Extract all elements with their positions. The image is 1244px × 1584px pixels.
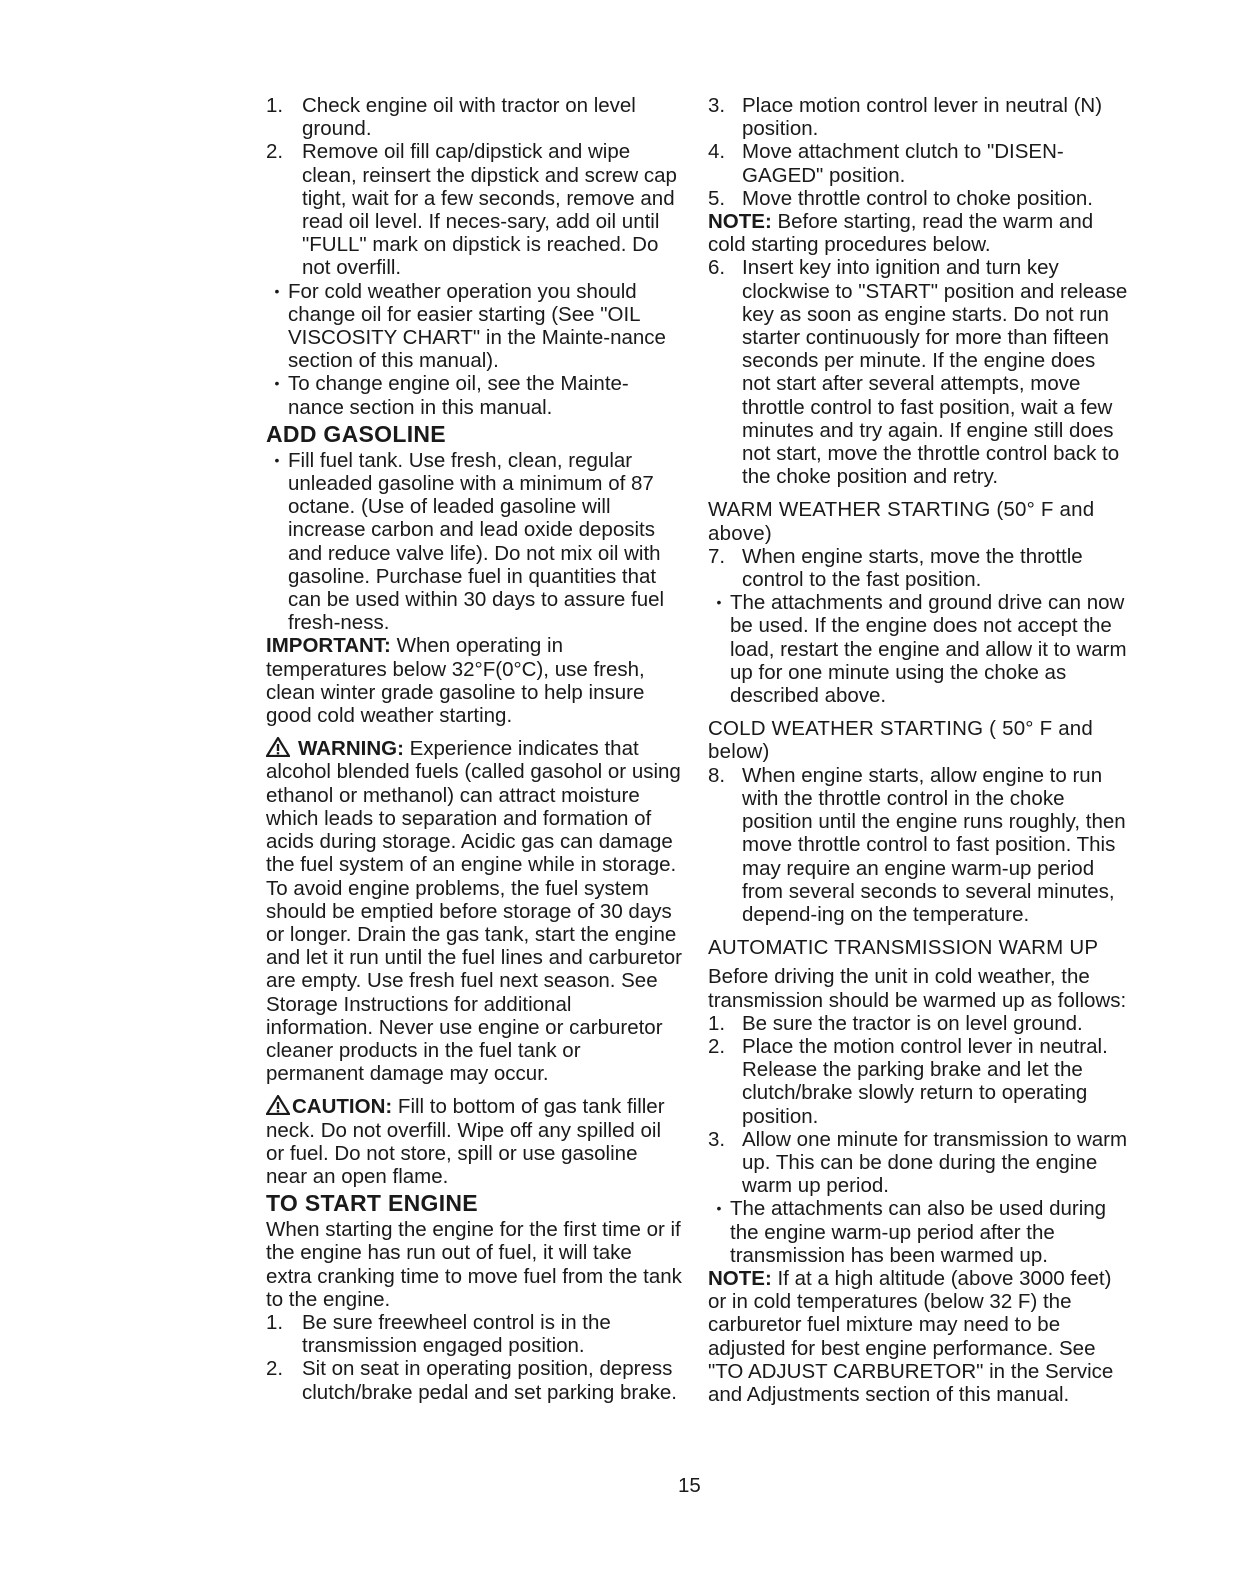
start-intro: When starting the engine for the first time or if the engine has run out of fuel, it will take extra cranking time to move fuel from the tank to the engine. — [266, 1218, 682, 1311]
transmission-step-2 — [708, 1035, 1128, 1128]
step-number: 2. — [708, 1034, 726, 1058]
step-text: Be sure freewheel control is in the transmission engaged position. — [302, 1310, 611, 1358]
add-gasoline-heading: ADD GASOLINE — [266, 420, 446, 447]
bullet-icon: • — [274, 282, 280, 299]
start-step-1 — [266, 1311, 682, 1357]
to-start-engine-heading: TO START ENGINE — [266, 1190, 478, 1217]
step-number: 3. — [708, 94, 726, 117]
fill-fuel-bullet — [266, 449, 682, 635]
step-text: Remove oil fill cap/dipstick and wipe clean, reinsert the dipstick and screw cap tight, wait for a few seconds, remove and read oil level. If neces-sary, add oil until "FULL" mark on dipstick is reached. Do not overfill. — [302, 140, 677, 280]
cold-weather-heading: COLD WEATHER STARTING ( 50° F and below) — [708, 717, 1094, 764]
start-step-8 — [708, 764, 1128, 926]
step-number: 1. — [708, 1011, 726, 1035]
important-note — [266, 634, 682, 727]
bullet-text: For cold weather operation you should change oil for easier starting (See "OIL VISCOSITY CHART" in the Mainte-nance section of this manual). — [288, 279, 666, 373]
step-number: 7. — [708, 544, 726, 568]
note-label: NOTE: — [708, 1266, 772, 1290]
note-altitude — [708, 1267, 1128, 1406]
bullet-icon: • — [274, 451, 280, 468]
note-starting — [708, 210, 1128, 256]
step-text: Insert key into ignition and turn key clockwise to "START" position and release key as soon as engine starts. Do not run starter continuously for more than fifteen seconds per minute. If the engine does not start after several attempts, move throttle control to fast position, wait a few minutes and try again. If engine still does not start, move the throttle control back to the choke position and retry. — [742, 256, 1128, 489]
warning-note — [266, 737, 682, 1085]
warning-label: WARNING: — [298, 737, 404, 761]
step-number: 1. — [266, 1310, 284, 1334]
oil-step-1 — [266, 94, 682, 140]
note-text: Before starting, read the warm and cold starting procedures below. — [708, 210, 1094, 257]
start-step-2 — [266, 1357, 682, 1403]
bullet-icon: • — [716, 1200, 722, 1217]
important-label: IMPORTANT: — [266, 634, 391, 658]
caution-icon — [266, 1095, 290, 1115]
warm-weather-heading: WARM WEATHER STARTING (50° F and above) — [708, 498, 1095, 545]
cold-weather-oil-bullet — [266, 280, 682, 373]
step-text: Be sure the tractor is on level ground. — [742, 1011, 1083, 1035]
step-text: Move attachment clutch to "DISEN-GAGED" position. — [742, 140, 1064, 187]
left-column — [266, 94, 682, 1404]
start-step-6 — [708, 256, 1128, 488]
transmission-bullet — [708, 1197, 1128, 1267]
bullet-text: The attachments and ground drive can now be used. If the engine does not accept the load, restart the engine and allow it to warm up for one minute using the choke as described above. — [730, 591, 1127, 708]
page-number: 15 — [678, 1474, 701, 1497]
start-step-5 — [708, 187, 1128, 210]
step-number: 4. — [708, 140, 726, 164]
step-number: 1. — [266, 94, 284, 117]
step-number: 8. — [708, 763, 726, 787]
change-oil-bullet — [266, 372, 682, 418]
right-column — [708, 94, 1128, 1406]
warning-icon — [266, 737, 290, 757]
step-number: 2. — [266, 1357, 284, 1381]
step-number: 3. — [708, 1127, 726, 1151]
transmission-step-3 — [708, 1128, 1128, 1198]
bullet-text: The attachments can also be used during the engine warm-up period after the transmission has been warmed up. — [730, 1197, 1107, 1267]
note-label: NOTE: — [708, 210, 772, 234]
caution-note — [266, 1095, 682, 1188]
automatic-transmission-heading: AUTOMATIC TRANSMISSION WARM UP — [708, 936, 1099, 960]
start-step-4 — [708, 140, 1128, 186]
step-text: When engine starts, allow engine to run with the throttle control in the choke position until the engine runs roughly, then move throttle control to fast position. This may require an engine warm-up period from several seconds to several minutes, depend-ing on the temperature. — [742, 763, 1126, 926]
caution-text: Fill to bottom of gas tank filler neck. Do not overfill. Wipe off any spilled oil or fuel. Do not store, spill or use gasoline near an open flame. — [266, 1095, 665, 1188]
warm-weather-bullet — [708, 591, 1128, 707]
caution-label: CAUTION: — [292, 1095, 393, 1119]
step-text: Sit on seat in operating position, depress clutch/brake pedal and set parking brake. — [302, 1357, 677, 1404]
step-text: Place motion control lever in neutral (N) position. — [742, 94, 1103, 141]
transmission-intro: Before driving the unit in cold weather, the transmission should be warmed up as follows: — [708, 965, 1127, 1012]
bullet-text: To change engine oil, see the Mainte-nance section in this manual. — [288, 372, 629, 419]
step-text: Place the motion control lever in neutral. Release the parking brake and let the clutch/brake slowly return to operating position. — [742, 1034, 1108, 1128]
bullet-icon: • — [274, 375, 280, 392]
step-number: 6. — [708, 256, 726, 280]
oil-step-2 — [266, 140, 682, 279]
step-text: Allow one minute for transmission to warm up. This can be done during the engine warm up period. — [742, 1127, 1128, 1198]
step-text: Check engine oil with tractor on level ground. — [302, 94, 636, 141]
step-number: 2. — [266, 140, 284, 164]
start-step-3 — [708, 94, 1128, 140]
warning-text: Experience indicates that alcohol blended fuels (called gasohol or using ethanol or methanol) can attract moisture which leads to separation and formation of acids during storage. Acidic gas can damage the fuel system of an engine while in storage. To avoid engine problems, the fuel system should be emptied before storage of 30 days or longer. Drain the gas tank, start the engine and let it run until the fuel lines and carburetor are empty. Use fresh fuel next season. See Storage Instructions for additional information. Never use engine or carburetor cleaner products in the fuel tank or permanent damage may occur. — [266, 737, 682, 1086]
bullet-icon: • — [716, 594, 722, 611]
step-number: 5. — [708, 186, 726, 210]
important-text: When operating in temperatures below 32°F(0°C), use fresh, clean winter grade gasoline to help insure good cold weather starting. — [266, 634, 645, 728]
step-text: Move throttle control to choke position. — [742, 186, 1093, 210]
step-text: When engine starts, move the throttle control to the fast position. — [742, 544, 1083, 592]
note-text: If at a high altitude (above 3000 feet) or in cold temperatures (below 32 F) the carburetor fuel mixture may need to be adjusted for best engine performance. See "TO ADJUST CARBURETOR" in the Service and Adjustments section of this manual. — [708, 1266, 1114, 1406]
transmission-step-1 — [708, 1012, 1128, 1035]
start-step-7 — [708, 545, 1128, 591]
bullet-text: Fill fuel tank. Use fresh, clean, regular unleaded gasoline with a minimum of 87 octane. (Use of leaded gasoline will increase carbon and lead oxide deposits and reduce valve life). Do not mix oil with gasoline. Purchase fuel in quantities that can be used within 30 days to assure fuel fresh-ness. — [288, 448, 665, 635]
